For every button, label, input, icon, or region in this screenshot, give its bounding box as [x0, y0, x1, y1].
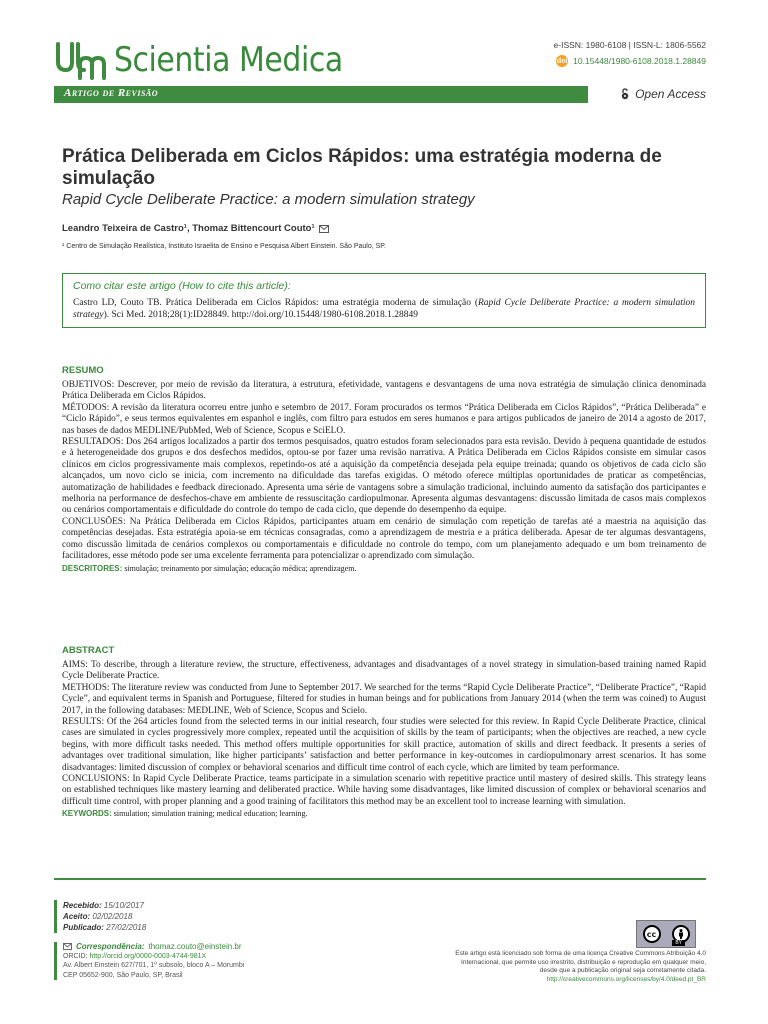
resumo-metodos: MÉTODOS: A revisão da literatura ocorreu entre junho e setembro de 2017. Foram procurados os termos “Prática Deliberada em Ciclos Rápidos”, “Prática Deliberada” e “Ciclo Rápido”, e seus termos equivalentes em espanhol e inglês, com filtro para estudos em seres humanos e para artigos publicados de janeiro de 2014 a agosto de 2017, nas bases de dados MEDLINE/PubMed, Web of Science, Scopus e SciELO.: [62, 402, 706, 436]
correspondence-block: [54, 942, 244, 980]
page-header: [0, 0, 768, 110]
orcid-link[interactable]: http://orcid.org/0000-0003-4744-981X: [89, 952, 207, 960]
affiliation: ¹ Centro de Simulação Realística, Instituto Israelita de Ensino e Pesquisa Albert Einstein. São Paulo, SP.: [62, 243, 386, 250]
resumo-conclusoes: CONCLUSÕES: Na Prática Deliberada em Ciclos Rápidos, participantes atuam em cenário de simulação com repetição de tarefas até a maestria na aquisição das competências desejadas. Esta estratégia apoia-se em técnicas consagradas, como a aprendizagem de mestria e a prática deliberada. Apesar de ter algumas desvantagens, como discussão limitada de cenários complexos ou comportamentais e dificuldade no controle do tempo, com um planejamento adequado e um bom treinamento de facilitadores, esse método pode ser uma excelente ferramenta para potencializar o aprendizado com simulação.: [62, 516, 706, 562]
abstract-methods: METHODS: The literature review was conducted from June to September 2017. We searched for the terms “Rapid Cycle Deliberate Practice”, “Deliberate Practice”, “Rapid Cycle”, and equivalent terms in Spanish and Portuguese, filtered for studies in human beings and for publications from January 2014 (when the term was coined) to August 2017, in the following databases: MEDLINE, Web of Science, Scopus and Scielo.: [62, 682, 706, 716]
citation-heading: Como citar este artigo (How to cite this article):: [73, 280, 291, 292]
license-link[interactable]: http://creativecommons.org/licenses/by/4.0/deed.pt_BR: [546, 975, 706, 983]
orcid-line: ORCID: http://orcid.org/0000-0003-4744-981X: [63, 952, 207, 960]
open-access-badge: [620, 87, 706, 101]
open-lock-icon: [620, 88, 630, 100]
abstract-results: RESULTS: Of the 264 articles found from the selected terms in our initial research, four studies were selected for this review. In Rapid Cycle Deliberate Practice, clinical cases are simulated in cycles progressively more complex, repeated until the acquisition of skills by the team of participants; when the objectives are reached, a new cycle begins, with more difficult tasks needed. This method offers multiple opportunities for skill practice, automation of skills and direct feedback. It presents a series of advantages over traditional simulation, like higher participants’ satisfaction and better performance in key-outcomes in cardiopulmonary arrest scenarios. It has some disadvantages: limited discussion of complex or behavioral scenarios and difficult time control of each cycle, which are limited by team performance.: [62, 717, 706, 773]
resumo-keywords: DESCRITORES: simulação; treinamento por simulação; educação médica; aprendizagem.: [62, 563, 357, 573]
received-date: Recebido: 15/10/2017: [63, 901, 144, 910]
issn-text: e-ISSN: 1980-6108 | ISSN-L: 1806-5562: [553, 40, 706, 50]
doi-line[interactable]: [556, 55, 706, 67]
doi-icon: doi: [556, 55, 568, 67]
abstract-body: [62, 660, 706, 819]
address-line-1: Av. Albert Einstein 627/701, 1º subsolo, bloco A – Morumbi: [63, 962, 245, 969]
section-label: Artigo de Revisão: [64, 87, 159, 99]
resumo-body: [62, 380, 706, 574]
journal-name: Scientia Medica: [114, 40, 343, 80]
cc-icon: cc: [643, 925, 661, 943]
license-text: Este artigo está licenciado sob forma de uma licença Creative Commons Atribuição 4.0 Internacional, que permite uso irrestrito, distribuição e reprodução em qualquer meio, desde que a publicação original seja corretamente citada.: [455, 950, 706, 974]
authors-text: Leandro Teixeira de Castro¹, Thomaz Bittencourt Couto¹: [62, 223, 315, 234]
resumo-objetivos: OBJETIVOS: Descrever, por meio de revisão da literatura, a estrutura, efetividade, vantagens e desvantagens de uma nova estratégia de simulação clínica denominada Prática Deliberada em Ciclos Rápidos.: [62, 380, 706, 402]
abstract-conclusions: CONCLUSIONS: In Rapid Cycle Deliberate Practice, teams participate in a simulation scenario with repetitive practice until mastery of desired skills. This strategy leans on established techniques like mastery learning and deliberated practice. While having some disadvantages, like limited discussion of complex or behavioral scenarios and difficult time control, with proper planning and a good training of facilitators this method may be an excellent tool to increase learning with simulation.: [62, 774, 706, 807]
cc-license-badge[interactable]: [636, 920, 696, 948]
open-access-label: Open Access: [635, 87, 706, 101]
envelope-icon: [63, 943, 72, 950]
journal-logo-icon: [54, 40, 106, 80]
citation-text: Castro LD, Couto TB. Prática Deliberada em Ciclos Rápidos: uma estratégia moderna de simulação (Rapid Cycle Deliberate Practice: a modern simulation strategy). Sci Med. 2018;28(1):ID28849. http://doi.org/10.15448/1980-6108.2018.1.28849: [73, 298, 695, 320]
section-bar: [54, 86, 588, 103]
correspondence-line: [63, 942, 244, 952]
footer-divider: [54, 878, 706, 880]
citation-box: [62, 273, 706, 328]
accepted-date: Aceito: 02/02/2018: [63, 912, 133, 921]
author-list: [62, 223, 329, 234]
article-title: Prática Deliberada em Ciclos Rápidos: uma estratégia moderna de simulação: [62, 146, 662, 189]
resumo-resultados: RESULTADOS: Dos 264 artigos localizados a partir dos termos pesquisados, quatro estudos foram selecionados para esta revisão. Devido à pequena quantidade de estudos e à heterogeneidade dos grupos e dos desfechos medidos, optou-se por fazer uma revisão narrativa. A Prática Deliberada em Ciclos Rápidos consiste em simular casos clínicos em ciclos progressivamente mais complexos, repetindo-os até a aquisição da competência desejada pela equipe treinada; quando os objetivos de cada ciclo são alcançados, um novo ciclo se inicia, com incremento na dificuldade das tarefas exigidas. O método oferece múltiplas oportunidades de praticar as competências, automatização de habilidades e feedback direcionado. Apresenta uma série de vantagens sobre a simulação tradicional, incluindo aumento da satisfação dos participantes e melhoria na performance de desfechos-chave em ambiente de ressuscitação cardiopulmonar. Apresenta algumas desvantagens: discussão limitada de casos mais complexos ou cenários comportamentais e dificuldade do controle do tempo de cada ciclo, que depende do desempenho da equipe.: [62, 437, 706, 516]
abstract-keywords: KEYWORDS: simulation; simulation training; medical education; learning.: [62, 809, 308, 819]
doi-link[interactable]: 10.15448/1980-6108.2018.1.28849: [573, 56, 706, 66]
address-line-2: CEP 05652-900, São Paulo, SP, Brasil: [63, 971, 183, 979]
correspondence-email[interactable]: thomaz.couto@einstein.br: [148, 942, 242, 951]
correspondence-label: Correspondência:: [76, 942, 145, 951]
abstract-heading: ABSTRACT: [62, 645, 115, 656]
email-icon[interactable]: [319, 225, 329, 233]
publication-dates: [54, 900, 146, 933]
license-note: [446, 950, 706, 984]
cc-by-label: BY: [672, 940, 685, 946]
article-subtitle: Rapid Cycle Deliberate Practice: a modern simulation strategy: [62, 191, 475, 208]
published-date: Publicado: 27/02/2018: [63, 923, 147, 932]
abstract-aims: AIMS: To describe, through a literature review, the structure, effectiveness, advantages and disadvantages of a novel strategy in simulation-based training named Rapid Cycle Deliberate Practice.: [62, 660, 706, 682]
resumo-heading: RESUMO: [62, 365, 104, 376]
